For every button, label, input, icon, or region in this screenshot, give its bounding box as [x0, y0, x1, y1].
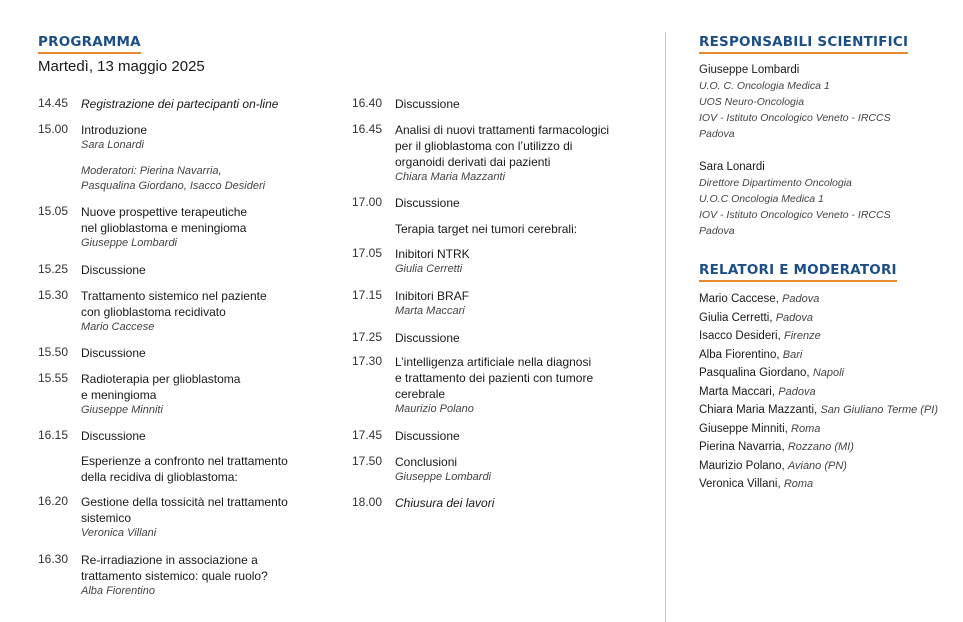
- program-time: 17.15: [352, 288, 383, 302]
- program-title: Introduzione: [81, 123, 148, 137]
- relatore-name: Isacco Desideri: [699, 330, 778, 342]
- program-title: per il glioblastoma con l’utilizzo di: [395, 139, 573, 153]
- relatore-separator: ,: [784, 422, 792, 435]
- program-title: Discussione: [395, 331, 460, 345]
- responsabile-affiliation: Padova: [699, 128, 735, 140]
- program-time: 16.40: [352, 96, 383, 110]
- relatori-list: [699, 290, 959, 494]
- programma-heading-text: PROGRAMMA: [38, 34, 141, 50]
- responsabile-entry: [699, 159, 939, 239]
- program-title: Nuove prospettive terapeutiche: [81, 205, 248, 219]
- program-time: 17.00: [352, 195, 383, 209]
- program-title: organoidi derivati dai pazienti: [395, 155, 551, 169]
- relatore-separator: ,: [776, 348, 783, 361]
- program-title: e meningioma: [81, 388, 157, 402]
- relatore-city: Padova: [775, 311, 814, 324]
- program-title: Discussione: [81, 429, 146, 443]
- program-title: Discussione: [395, 196, 460, 210]
- relatore-separator: ,: [777, 330, 785, 342]
- relatore-row: [699, 346, 959, 365]
- responsabile-entry: [699, 62, 939, 142]
- program-title: cerebrale: [395, 387, 446, 401]
- program-item-body: [395, 195, 635, 211]
- program-title: Discussione: [395, 97, 460, 111]
- responsabile-affiliation: Padova: [699, 225, 735, 237]
- relatore-row: [699, 383, 959, 402]
- relatori-heading-underline: [699, 280, 897, 282]
- relatore-name: Pasqualina Giordano: [699, 367, 807, 379]
- program-item-body: [81, 262, 321, 278]
- relatore-row: [699, 401, 959, 420]
- program-title: Re-irradiazione in associazione a: [81, 553, 258, 567]
- program-speaker: Alba Fiorentino: [81, 585, 155, 597]
- responsabile-affiliation: IOV - Istituto Oncologico Veneto - IRCCS: [699, 112, 891, 124]
- relatore-row: [699, 438, 959, 457]
- relatore-separator: ,: [814, 404, 821, 416]
- moderators-line: Moderatori: Pierina Navarria,: [81, 165, 222, 177]
- program-time: 15.25: [38, 262, 69, 276]
- relatore-separator: ,: [771, 385, 779, 398]
- relatore-name: Giulia Cerretti: [699, 311, 770, 324]
- program-item-body: [81, 204, 321, 251]
- program-title: Conclusioni: [395, 455, 458, 469]
- program-speaker: Maurizio Polano: [395, 403, 474, 415]
- program-time: 16.20: [38, 494, 69, 508]
- program-title: con glioblastoma recidivato: [81, 305, 226, 319]
- relatore-name: Maurizio Polano: [699, 459, 782, 472]
- program-item-body: [81, 96, 321, 112]
- program-moderators: [81, 164, 321, 194]
- program-item-body: [395, 122, 635, 185]
- program-title: Radioterapia per glioblastoma: [81, 372, 241, 386]
- program-title: Inibitori BRAF: [395, 289, 470, 303]
- relatore-row: [699, 327, 959, 346]
- responsabile-affiliation: U.O. C. Oncologia Medica 1: [699, 80, 830, 92]
- program-item-body: [81, 453, 321, 485]
- relatore-city: Roma: [783, 478, 814, 490]
- program-item-body: [395, 288, 635, 319]
- responsabile-affiliation: U.O.C Oncologia Medica 1: [699, 193, 824, 205]
- program-time: 16.15: [38, 428, 69, 442]
- program-item-body: [81, 345, 321, 361]
- program-time: 15.50: [38, 345, 69, 359]
- column-divider: [665, 32, 666, 622]
- event-date: Martedì, 13 maggio 2025: [38, 58, 205, 75]
- program-item-body: [395, 495, 635, 511]
- program-speaker: Giuseppe Lombardi: [395, 471, 492, 483]
- program-time: 17.30: [352, 354, 383, 368]
- responsabili-heading-underline: [699, 52, 908, 54]
- program-item-body: [395, 246, 635, 277]
- program-item-body: [395, 330, 635, 346]
- program-time: 17.25: [352, 330, 383, 344]
- program-item-body: [395, 454, 635, 485]
- moderators-line: Pasqualina Giordano, Isacco Desideri: [81, 180, 266, 192]
- program-item-body: [81, 494, 321, 541]
- program-time: 17.45: [352, 428, 383, 442]
- programma-heading-underline: [38, 52, 141, 54]
- responsabile-affiliation: UOS Neuro-Oncologia: [699, 96, 805, 108]
- program-item-body: [81, 122, 321, 194]
- relatore-row: [699, 420, 959, 439]
- relatore-row: [699, 364, 959, 383]
- relatore-city: Firenze: [784, 330, 821, 342]
- relatore-separator: ,: [769, 311, 776, 324]
- program-title: Discussione: [81, 263, 146, 277]
- program-time: 14.45: [38, 96, 69, 110]
- program-title: L’intelligenza artificiale nella diagnosi: [395, 355, 592, 369]
- relatore-name: Veronica Villani: [699, 478, 778, 490]
- program-title: Registrazione dei partecipanti on-line: [81, 97, 279, 111]
- program-time: 16.45: [352, 122, 383, 136]
- program-title: Chiusura dei lavori: [395, 496, 495, 510]
- relatore-city: Roma: [791, 422, 821, 435]
- program-speaker: Marta Maccari: [395, 305, 465, 317]
- program-time: 16.30: [38, 552, 69, 566]
- relatore-name: Marta Maccari: [699, 385, 772, 398]
- program-item-body: [395, 96, 635, 112]
- relatore-city: San Giuliano Terme (PI): [820, 404, 939, 416]
- program-speaker: Veronica Villani: [81, 527, 157, 539]
- relatore-name: Alba Fiorentino: [699, 348, 777, 361]
- program-title: nel glioblastoma e meningioma: [81, 221, 247, 235]
- program-title: Esperienze a confronto nel trattamento: [81, 454, 288, 468]
- relatore-row: [699, 290, 959, 309]
- relatori-heading: [699, 262, 897, 278]
- program-speaker: Giulia Cerretti: [395, 263, 463, 275]
- relatore-name: Giuseppe Minniti: [699, 422, 785, 435]
- relatore-separator: ,: [781, 459, 788, 472]
- program-time: 17.50: [352, 454, 383, 468]
- program-title: trattamento sistemico: quale ruolo?: [81, 569, 268, 583]
- relatore-city: Padova: [778, 385, 816, 398]
- program-item-body: [395, 428, 635, 444]
- program-time: 15.00: [38, 122, 69, 136]
- program-title: Trattamento sistemico nel paziente: [81, 289, 267, 303]
- program-speaker: Sara Lonardi: [81, 139, 144, 151]
- responsabile-affiliation: IOV - Istituto Oncologico Veneto - IRCCS: [699, 209, 891, 221]
- relatore-name: Chiara Maria Mazzanti: [699, 404, 815, 416]
- program-item-body: [395, 221, 635, 237]
- program-item-body: [81, 288, 321, 335]
- program-title: Terapia target nei tumori cerebrali:: [395, 222, 578, 236]
- program-title: sistemico: [81, 511, 132, 525]
- responsabile-name: Sara Lonardi: [699, 161, 765, 173]
- program-title: della recidiva di glioblastoma:: [81, 470, 238, 484]
- program-speaker: Giuseppe Lombardi: [81, 237, 178, 249]
- responsabili-heading: [699, 34, 908, 50]
- relatori-heading-text: RELATORI E MODERATORI: [699, 262, 897, 278]
- program-title: Gestione della tossicità nel trattamento: [81, 495, 288, 509]
- program-item-body: [81, 552, 321, 599]
- program-time: 18.00: [352, 495, 383, 509]
- program-time: 15.55: [38, 371, 69, 385]
- relatore-name: Pierina Navarria: [699, 441, 782, 453]
- relatore-row: [699, 475, 959, 494]
- program-title: Inibitori NTRK: [395, 247, 470, 261]
- relatore-separator: ,: [775, 293, 783, 305]
- relatore-city: Rozzano (MI): [787, 441, 854, 453]
- program-item-body: [81, 371, 321, 418]
- responsabile-affiliation: Direttore Dipartimento Oncologia: [699, 177, 852, 189]
- program-item-body: [395, 354, 635, 417]
- program-time: 15.30: [38, 288, 69, 302]
- relatore-separator: ,: [806, 367, 813, 379]
- program-title: e trattamento dei pazienti con tumore: [395, 371, 594, 385]
- relatore-name: Mario Caccese: [699, 293, 776, 305]
- program-time: 15.05: [38, 204, 69, 218]
- relatore-city: Aviano (PN): [787, 459, 847, 472]
- program-title: Discussione: [81, 346, 146, 360]
- program-title: Analisi di nuovi trattamenti farmacologici: [395, 123, 610, 137]
- program-time: 17.05: [352, 246, 383, 260]
- relatore-separator: ,: [781, 441, 788, 453]
- responsabili-heading-text: RESPONSABILI SCIENTIFICI: [699, 34, 909, 50]
- responsabile-name: Giuseppe Lombardi: [699, 64, 800, 76]
- relatore-city: Bari: [782, 348, 803, 361]
- program-item-body: [81, 428, 321, 444]
- programma-heading: [38, 34, 141, 50]
- relatore-city: Napoli: [812, 367, 844, 379]
- program-speaker: Chiara Maria Mazzanti: [395, 171, 506, 183]
- program-title: Discussione: [395, 429, 460, 443]
- relatore-separator: ,: [777, 478, 784, 490]
- program-speaker: Mario Caccese: [81, 321, 155, 333]
- relatore-row: [699, 309, 959, 328]
- relatore-row: [699, 457, 959, 476]
- relatore-city: Padova: [782, 293, 820, 305]
- program-speaker: Giuseppe Minniti: [81, 404, 163, 416]
